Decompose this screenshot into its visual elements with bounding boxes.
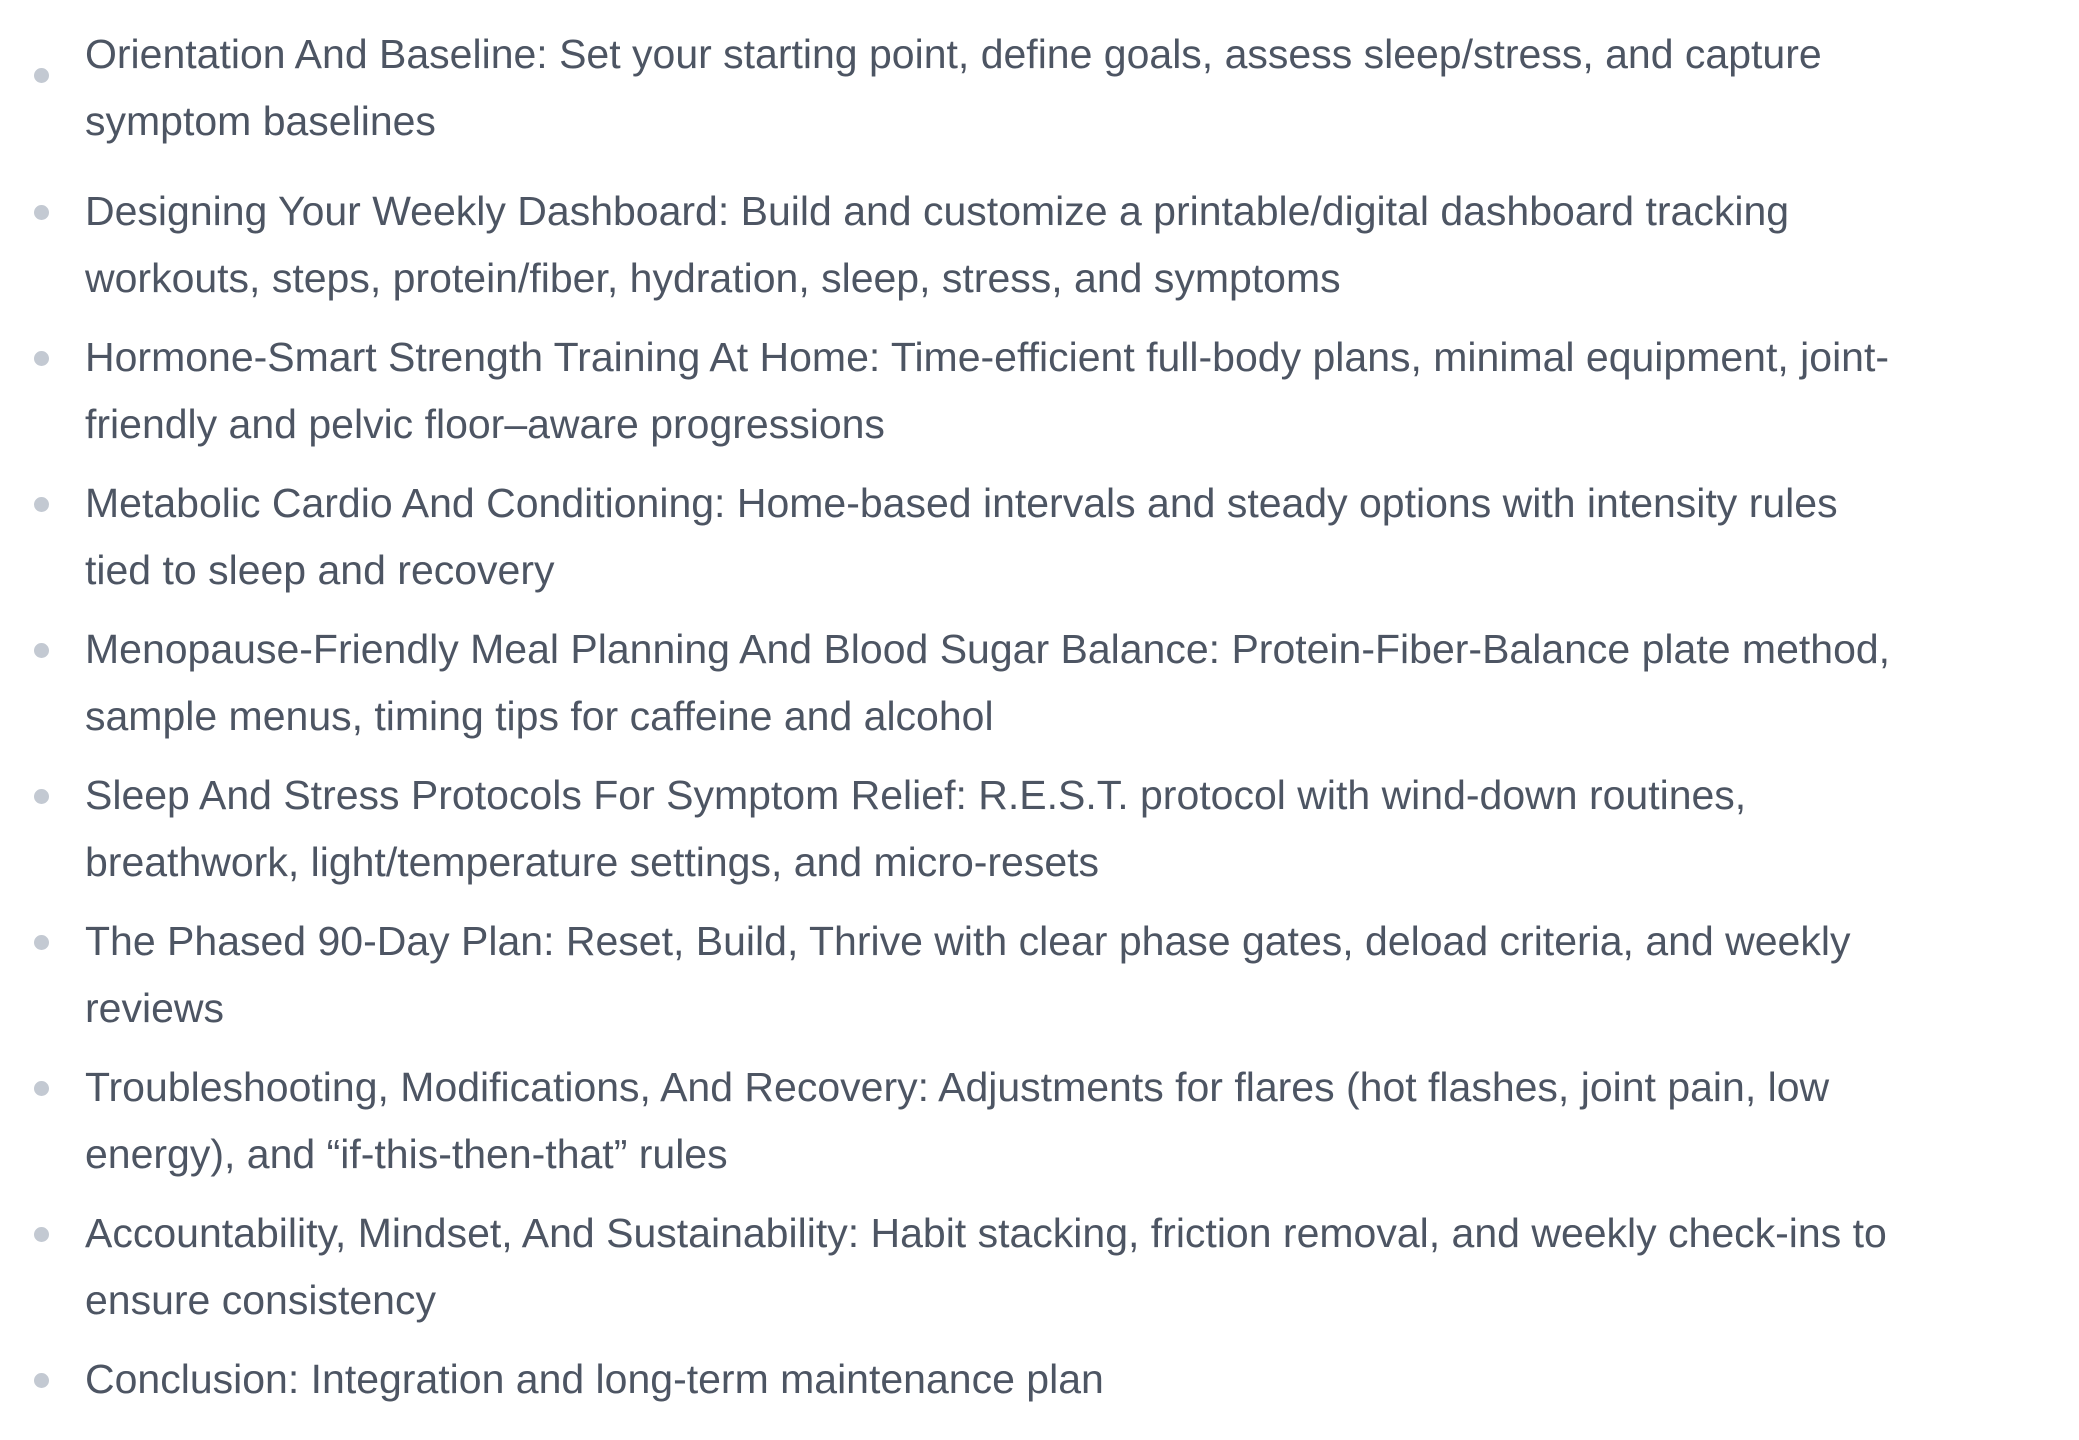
list-item-text xyxy=(85,1200,2075,1334)
list-item-text xyxy=(85,21,2075,155)
list-item-line: Troubleshooting, Modifications, And Recovery: Adjustments for flares (hot flashes, joint pain, low xyxy=(85,1064,1830,1110)
list-item-line: Designing Your Weekly Dashboard: Build and customize a printable/digital dashboard tracking xyxy=(85,188,1790,234)
bullet-icon xyxy=(34,1081,49,1096)
list-item-text xyxy=(85,1054,2075,1188)
bullet-icon xyxy=(34,68,49,83)
bullet-icon xyxy=(34,351,49,366)
list-item-line: Metabolic Cardio And Conditioning: Home-based intervals and steady options with intensity rules xyxy=(85,480,1838,526)
bullet-icon xyxy=(34,1227,49,1242)
list-item-line: Sleep And Stress Protocols For Symptom Relief: R.E.S.T. protocol with wind-down routines, xyxy=(85,772,1747,818)
bullet-icon xyxy=(34,789,49,804)
list-item-text xyxy=(85,762,2075,896)
list-item-line: Orientation And Baseline: Set your starting point, define goals, assess sleep/stress, and capture xyxy=(85,31,1822,77)
list-item-line: breathwork, light/temperature settings, and micro-resets xyxy=(85,839,1100,885)
bullet-icon xyxy=(34,935,49,950)
list-item-line: symptom baselines xyxy=(85,98,436,144)
list-item-text xyxy=(85,178,2075,312)
list-item-line: tied to sleep and recovery xyxy=(85,547,555,593)
list-item-text xyxy=(85,1346,2075,1413)
list-item-text xyxy=(85,908,2075,1042)
list-item-text xyxy=(85,324,2075,458)
list-item-line: Hormone-Smart Strength Training At Home: Time-efficient full-body plans, minimal equipment, joint- xyxy=(85,334,1890,380)
list-item-line: Menopause-Friendly Meal Planning And Blood Sugar Balance: Protein-Fiber-Balance plate method, xyxy=(85,626,1891,672)
list-item-text xyxy=(85,616,2075,750)
list-item-line: workouts, steps, protein/fiber, hydration, sleep, stress, and symptoms xyxy=(85,255,1341,301)
list-item-line: sample menus, timing tips for caffeine and alcohol xyxy=(85,693,994,739)
bullet-icon xyxy=(34,643,49,658)
list-item-line: energy), and “if-this-then-that” rules xyxy=(85,1131,728,1177)
list-item-line: friendly and pelvic floor–aware progressions xyxy=(85,401,885,447)
list-item-line: Accountability, Mindset, And Sustainability: Habit stacking, friction removal, and weekly check-ins to xyxy=(85,1210,1887,1256)
list-item-line: Conclusion: Integration and long-term maintenance plan xyxy=(85,1356,1104,1402)
bullet-icon xyxy=(34,1373,49,1388)
list-item-line: The Phased 90-Day Plan: Reset, Build, Thrive with clear phase gates, deload criteria, and weekly xyxy=(85,918,1851,964)
list-item-line: ensure consistency xyxy=(85,1277,436,1323)
list-item-text xyxy=(85,470,2075,604)
list-item-line: reviews xyxy=(85,985,224,1031)
bullet-icon xyxy=(34,497,49,512)
bullet-icon xyxy=(34,205,49,220)
